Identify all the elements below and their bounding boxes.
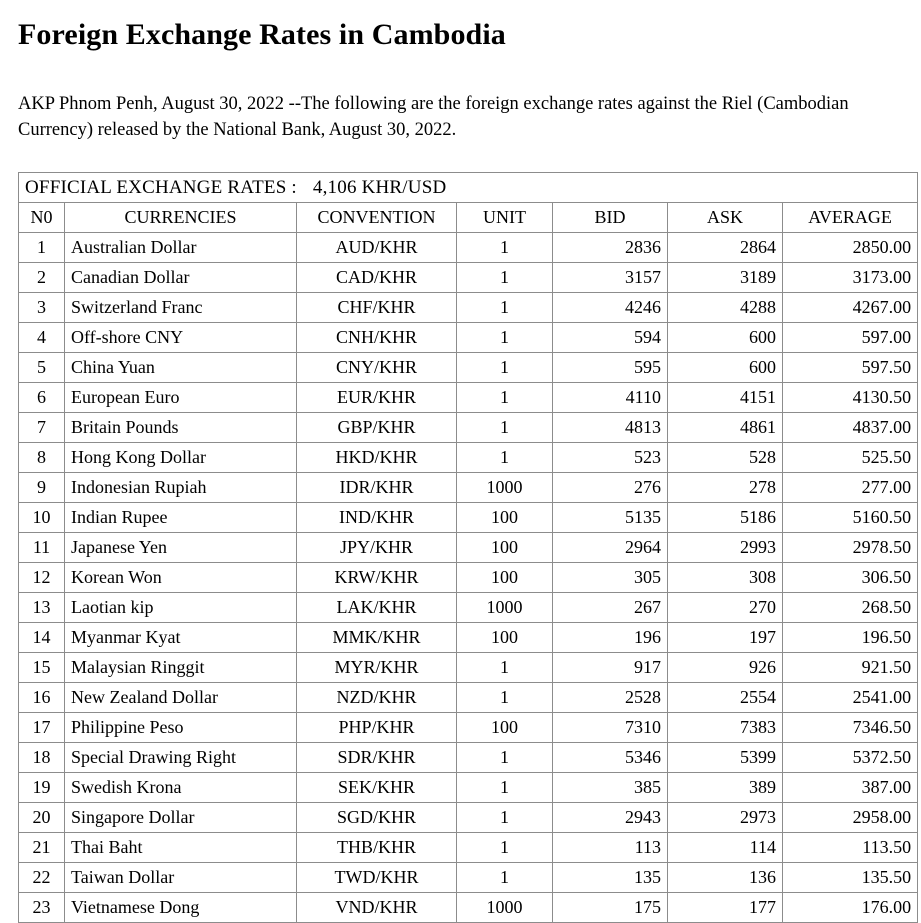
table-row bbox=[19, 323, 918, 353]
cell-bid: 3157 bbox=[553, 263, 668, 293]
cell-average: 2850.00 bbox=[783, 233, 918, 263]
cell-unit: 1 bbox=[457, 803, 553, 833]
table-row bbox=[19, 743, 918, 773]
cell-unit: 1 bbox=[457, 443, 553, 473]
cell-unit: 1 bbox=[457, 323, 553, 353]
cell-currency: Special Drawing Right bbox=[65, 743, 297, 773]
cell-currency: Vietnamese Dong bbox=[65, 893, 297, 923]
cell-ask: 4861 bbox=[668, 413, 783, 443]
cell-average: 2541.00 bbox=[783, 683, 918, 713]
cell-unit: 1 bbox=[457, 773, 553, 803]
cell-bid: 2836 bbox=[553, 233, 668, 263]
column-header-convention: CONVENTION bbox=[297, 203, 457, 233]
cell-unit: 1 bbox=[457, 413, 553, 443]
cell-no: 5 bbox=[19, 353, 65, 383]
cell-no: 20 bbox=[19, 803, 65, 833]
cell-average: 597.00 bbox=[783, 323, 918, 353]
cell-average: 4130.50 bbox=[783, 383, 918, 413]
cell-bid: 175 bbox=[553, 893, 668, 923]
cell-convention: JPY/KHR bbox=[297, 533, 457, 563]
cell-no: 2 bbox=[19, 263, 65, 293]
cell-average: 306.50 bbox=[783, 563, 918, 593]
cell-ask: 136 bbox=[668, 863, 783, 893]
cell-currency: Philippine Peso bbox=[65, 713, 297, 743]
cell-bid: 4110 bbox=[553, 383, 668, 413]
cell-convention: CNH/KHR bbox=[297, 323, 457, 353]
cell-bid: 135 bbox=[553, 863, 668, 893]
exchange-rates-body bbox=[19, 233, 918, 923]
cell-ask: 926 bbox=[668, 653, 783, 683]
cell-bid: 2943 bbox=[553, 803, 668, 833]
official-rate-banner bbox=[19, 173, 918, 203]
page-title: Foreign Exchange Rates in Cambodia bbox=[18, 18, 506, 51]
table-row bbox=[19, 653, 918, 683]
cell-average: 135.50 bbox=[783, 863, 918, 893]
cell-currency: Singapore Dollar bbox=[65, 803, 297, 833]
cell-ask: 308 bbox=[668, 563, 783, 593]
column-header-unit: UNIT bbox=[457, 203, 553, 233]
cell-no: 21 bbox=[19, 833, 65, 863]
cell-currency: Australian Dollar bbox=[65, 233, 297, 263]
cell-average: 268.50 bbox=[783, 593, 918, 623]
official-rate-label: OFFICIAL EXCHANGE RATES : bbox=[25, 176, 297, 198]
cell-average: 5160.50 bbox=[783, 503, 918, 533]
cell-unit: 1000 bbox=[457, 473, 553, 503]
cell-bid: 113 bbox=[553, 833, 668, 863]
cell-convention: SDR/KHR bbox=[297, 743, 457, 773]
cell-ask: 270 bbox=[668, 593, 783, 623]
cell-no: 15 bbox=[19, 653, 65, 683]
cell-unit: 1 bbox=[457, 353, 553, 383]
cell-unit: 100 bbox=[457, 533, 553, 563]
cell-currency: Switzerland Franc bbox=[65, 293, 297, 323]
table-row bbox=[19, 263, 918, 293]
cell-no: 11 bbox=[19, 533, 65, 563]
cell-no: 12 bbox=[19, 563, 65, 593]
cell-ask: 197 bbox=[668, 623, 783, 653]
cell-unit: 100 bbox=[457, 563, 553, 593]
table-row bbox=[19, 443, 918, 473]
cell-currency: European Euro bbox=[65, 383, 297, 413]
cell-currency: Taiwan Dollar bbox=[65, 863, 297, 893]
cell-average: 387.00 bbox=[783, 773, 918, 803]
cell-ask: 600 bbox=[668, 353, 783, 383]
cell-bid: 305 bbox=[553, 563, 668, 593]
cell-average: 2958.00 bbox=[783, 803, 918, 833]
table-row bbox=[19, 803, 918, 833]
cell-unit: 100 bbox=[457, 503, 553, 533]
column-header-no: N0 bbox=[19, 203, 65, 233]
table-row bbox=[19, 503, 918, 533]
cell-average: 4837.00 bbox=[783, 413, 918, 443]
cell-currency: Canadian Dollar bbox=[65, 263, 297, 293]
cell-average: 5372.50 bbox=[783, 743, 918, 773]
table-row bbox=[19, 353, 918, 383]
cell-currency: Swedish Krona bbox=[65, 773, 297, 803]
table-row bbox=[19, 773, 918, 803]
cell-unit: 1 bbox=[457, 233, 553, 263]
cell-unit: 1 bbox=[457, 653, 553, 683]
cell-convention: CHF/KHR bbox=[297, 293, 457, 323]
cell-no: 10 bbox=[19, 503, 65, 533]
cell-currency: Laotian kip bbox=[65, 593, 297, 623]
cell-ask: 278 bbox=[668, 473, 783, 503]
cell-average: 277.00 bbox=[783, 473, 918, 503]
table-row bbox=[19, 863, 918, 893]
cell-convention: CAD/KHR bbox=[297, 263, 457, 293]
cell-bid: 276 bbox=[553, 473, 668, 503]
cell-average: 525.50 bbox=[783, 443, 918, 473]
cell-ask: 4151 bbox=[668, 383, 783, 413]
cell-average: 113.50 bbox=[783, 833, 918, 863]
cell-currency: Britain Pounds bbox=[65, 413, 297, 443]
cell-convention: IND/KHR bbox=[297, 503, 457, 533]
cell-ask: 5399 bbox=[668, 743, 783, 773]
cell-convention: AUD/KHR bbox=[297, 233, 457, 263]
intro-paragraph: AKP Phnom Penh, August 30, 2022 --The following are the foreign exchange rates against the Riel (Cambodian Currency) released by the National Bank, August 30, 2022. bbox=[18, 93, 849, 141]
cell-currency: Off-shore CNY bbox=[65, 323, 297, 353]
cell-no: 23 bbox=[19, 893, 65, 923]
cell-currency: Hong Kong Dollar bbox=[65, 443, 297, 473]
cell-ask: 2973 bbox=[668, 803, 783, 833]
table-row bbox=[19, 473, 918, 503]
cell-ask: 5186 bbox=[668, 503, 783, 533]
table-banner-row bbox=[19, 173, 918, 203]
column-header-ask: ASK bbox=[668, 203, 783, 233]
cell-unit: 100 bbox=[457, 623, 553, 653]
cell-ask: 114 bbox=[668, 833, 783, 863]
cell-ask: 389 bbox=[668, 773, 783, 803]
cell-unit: 1 bbox=[457, 293, 553, 323]
cell-no: 4 bbox=[19, 323, 65, 353]
cell-bid: 2964 bbox=[553, 533, 668, 563]
cell-unit: 1 bbox=[457, 263, 553, 293]
table-header-row bbox=[19, 203, 918, 233]
table-row bbox=[19, 533, 918, 563]
cell-currency: Malaysian Ringgit bbox=[65, 653, 297, 683]
cell-ask: 7383 bbox=[668, 713, 783, 743]
cell-convention: GBP/KHR bbox=[297, 413, 457, 443]
cell-no: 17 bbox=[19, 713, 65, 743]
cell-convention: MYR/KHR bbox=[297, 653, 457, 683]
cell-currency: Myanmar Kyat bbox=[65, 623, 297, 653]
cell-convention: VND/KHR bbox=[297, 893, 457, 923]
table-row bbox=[19, 713, 918, 743]
cell-convention: KRW/KHR bbox=[297, 563, 457, 593]
column-header-currencies: CURRENCIES bbox=[65, 203, 297, 233]
cell-ask: 4288 bbox=[668, 293, 783, 323]
cell-currency: Japanese Yen bbox=[65, 533, 297, 563]
cell-unit: 1 bbox=[457, 743, 553, 773]
cell-convention: SGD/KHR bbox=[297, 803, 457, 833]
cell-average: 597.50 bbox=[783, 353, 918, 383]
column-header-bid: BID bbox=[553, 203, 668, 233]
cell-no: 3 bbox=[19, 293, 65, 323]
table-row bbox=[19, 623, 918, 653]
table-row bbox=[19, 593, 918, 623]
cell-bid: 385 bbox=[553, 773, 668, 803]
cell-average: 196.50 bbox=[783, 623, 918, 653]
cell-unit: 1 bbox=[457, 683, 553, 713]
cell-currency: Indonesian Rupiah bbox=[65, 473, 297, 503]
cell-unit: 1000 bbox=[457, 893, 553, 923]
cell-convention: EUR/KHR bbox=[297, 383, 457, 413]
cell-bid: 196 bbox=[553, 623, 668, 653]
cell-no: 6 bbox=[19, 383, 65, 413]
table-row bbox=[19, 683, 918, 713]
table-row bbox=[19, 413, 918, 443]
cell-bid: 594 bbox=[553, 323, 668, 353]
cell-ask: 600 bbox=[668, 323, 783, 353]
cell-no: 7 bbox=[19, 413, 65, 443]
cell-convention: MMK/KHR bbox=[297, 623, 457, 653]
cell-unit: 1 bbox=[457, 863, 553, 893]
cell-unit: 1 bbox=[457, 383, 553, 413]
cell-currency: New Zealand Dollar bbox=[65, 683, 297, 713]
cell-no: 14 bbox=[19, 623, 65, 653]
official-rate-value: 4,106 KHR/USD bbox=[312, 176, 447, 198]
table-row bbox=[19, 893, 918, 923]
cell-bid: 4246 bbox=[553, 293, 668, 323]
table-row bbox=[19, 293, 918, 323]
cell-currency: Thai Baht bbox=[65, 833, 297, 863]
cell-average: 4267.00 bbox=[783, 293, 918, 323]
cell-average: 921.50 bbox=[783, 653, 918, 683]
cell-bid: 267 bbox=[553, 593, 668, 623]
cell-convention: NZD/KHR bbox=[297, 683, 457, 713]
cell-convention: PHP/KHR bbox=[297, 713, 457, 743]
cell-ask: 2554 bbox=[668, 683, 783, 713]
cell-average: 7346.50 bbox=[783, 713, 918, 743]
cell-bid: 595 bbox=[553, 353, 668, 383]
table-row bbox=[19, 383, 918, 413]
cell-no: 19 bbox=[19, 773, 65, 803]
cell-convention: SEK/KHR bbox=[297, 773, 457, 803]
cell-ask: 528 bbox=[668, 443, 783, 473]
cell-bid: 4813 bbox=[553, 413, 668, 443]
cell-bid: 917 bbox=[553, 653, 668, 683]
cell-currency: Korean Won bbox=[65, 563, 297, 593]
cell-unit: 1 bbox=[457, 833, 553, 863]
cell-no: 16 bbox=[19, 683, 65, 713]
cell-no: 9 bbox=[19, 473, 65, 503]
cell-unit: 1000 bbox=[457, 593, 553, 623]
cell-currency: Indian Rupee bbox=[65, 503, 297, 533]
cell-convention: HKD/KHR bbox=[297, 443, 457, 473]
table-row bbox=[19, 833, 918, 863]
cell-ask: 3189 bbox=[668, 263, 783, 293]
cell-bid: 7310 bbox=[553, 713, 668, 743]
cell-ask: 177 bbox=[668, 893, 783, 923]
cell-bid: 523 bbox=[553, 443, 668, 473]
cell-no: 1 bbox=[19, 233, 65, 263]
cell-ask: 2864 bbox=[668, 233, 783, 263]
cell-no: 18 bbox=[19, 743, 65, 773]
table-row bbox=[19, 563, 918, 593]
cell-bid: 5346 bbox=[553, 743, 668, 773]
cell-no: 13 bbox=[19, 593, 65, 623]
cell-bid: 5135 bbox=[553, 503, 668, 533]
cell-convention: TWD/KHR bbox=[297, 863, 457, 893]
cell-bid: 2528 bbox=[553, 683, 668, 713]
cell-no: 22 bbox=[19, 863, 65, 893]
cell-no: 8 bbox=[19, 443, 65, 473]
cell-convention: THB/KHR bbox=[297, 833, 457, 863]
cell-unit: 100 bbox=[457, 713, 553, 743]
table-row bbox=[19, 233, 918, 263]
cell-average: 176.00 bbox=[783, 893, 918, 923]
cell-convention: IDR/KHR bbox=[297, 473, 457, 503]
cell-convention: LAK/KHR bbox=[297, 593, 457, 623]
cell-average: 3173.00 bbox=[783, 263, 918, 293]
exchange-rates-table bbox=[18, 172, 918, 923]
cell-convention: CNY/KHR bbox=[297, 353, 457, 383]
column-header-average: AVERAGE bbox=[783, 203, 918, 233]
cell-average: 2978.50 bbox=[783, 533, 918, 563]
cell-currency: China Yuan bbox=[65, 353, 297, 383]
cell-ask: 2993 bbox=[668, 533, 783, 563]
